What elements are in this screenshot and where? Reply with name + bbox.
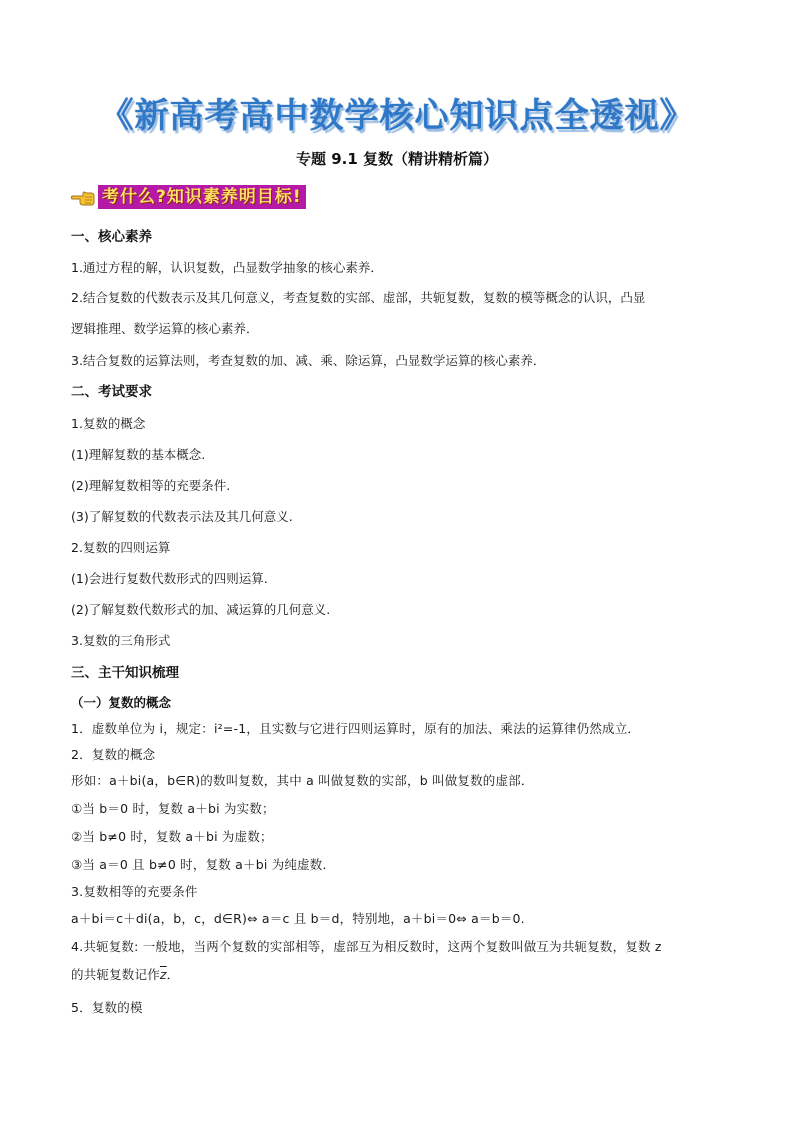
content-line: 5．复数的模 [71, 1000, 143, 1015]
content-line: ②当 b≠0 时，复数 a＋bi 为虚数； [71, 829, 273, 844]
content-line [71, 966, 731, 984]
content-line: a＋bi＝c＋di(a，b，c，d∈R)⇔ a＝c 且 b＝d，特别地，a＋bi＝0⇔ a＝b＝0. [71, 911, 525, 926]
pointing-hand-icon [71, 187, 95, 207]
paragraph: 3.结合复数的运算法则，考查复数的加、减、乘、除运算，凸显数学运算的核心素养． [71, 353, 546, 368]
list-item: (2)了解复数代数形式的加、减运算的几何意义. [71, 602, 331, 617]
conjugate-symbol: $\overline{z}$ [159, 967, 167, 982]
content-line: 形如：a＋bi(a，b∈R)的数叫复数，其中 a 叫做复数的实部，b 叫做复数的虚部． [71, 773, 534, 788]
main-title: 《新高考高中数学核心知识点全透视》 [99, 96, 695, 136]
content-line: 3.复数相等的充要条件 [71, 884, 198, 899]
list-item: (3)了解复数的代数表示法及其几何意义. [71, 509, 293, 524]
section-heading-knowledge: 三、主干知识梳理 [71, 665, 179, 681]
subsection-heading: （一）复数的概念 [71, 695, 172, 710]
content-line: 4.共轭复数: 一般地，当两个复数的实部相等，虚部互为相反数时，这两个复数叫做互为共轭复数，复数 z [71, 939, 662, 954]
section-banner [71, 184, 306, 210]
section-heading-core: 一、核心素养 [71, 229, 152, 245]
conjugate-suffix: ． [166, 967, 180, 982]
content-line: 1．虚数单位为 i，规定：i²=-1，且实数与它进行四则运算时，原有的加法、乘法的运算律仍然成立． [71, 721, 641, 736]
content-line: 2．复数的概念 [71, 747, 156, 762]
content-line: ①当 b＝0 时，复数 a＋bi 为实数； [71, 801, 275, 816]
content-line: ③当 a＝0 且 b≠0 时，复数 a＋bi 为纯虚数． [71, 857, 336, 872]
conjugate-prefix: 的共轭复数记作 [71, 967, 160, 982]
list-item: (1)会进行复数代数形式的四则运算. [71, 571, 268, 586]
paragraph: 1.通过方程的解，认识复数，凸显数学抽象的核心素养． [71, 260, 383, 275]
section-heading-requirements: 二、考试要求 [71, 384, 152, 400]
list-item: (1)理解复数的基本概念. [71, 447, 206, 462]
paragraph: 2.结合复数的代数表示及其几何意义，考查复数的实部、虚部，共轭复数，复数的模等概念的认识，凸显 [71, 290, 646, 305]
list-item: 2.复数的四则运算 [71, 540, 171, 555]
sub-title: 专题 9.1 复数（精讲精析篇） [295, 150, 499, 168]
list-item: (2)理解复数相等的充要条件. [71, 478, 231, 493]
list-item: 1.复数的概念 [71, 416, 146, 431]
banner-text: 考什么?知识素养明目标! [98, 185, 306, 209]
list-item: 3.复数的三角形式 [71, 633, 171, 648]
paragraph: 逻辑推理、数学运算的核心素养． [71, 321, 259, 336]
